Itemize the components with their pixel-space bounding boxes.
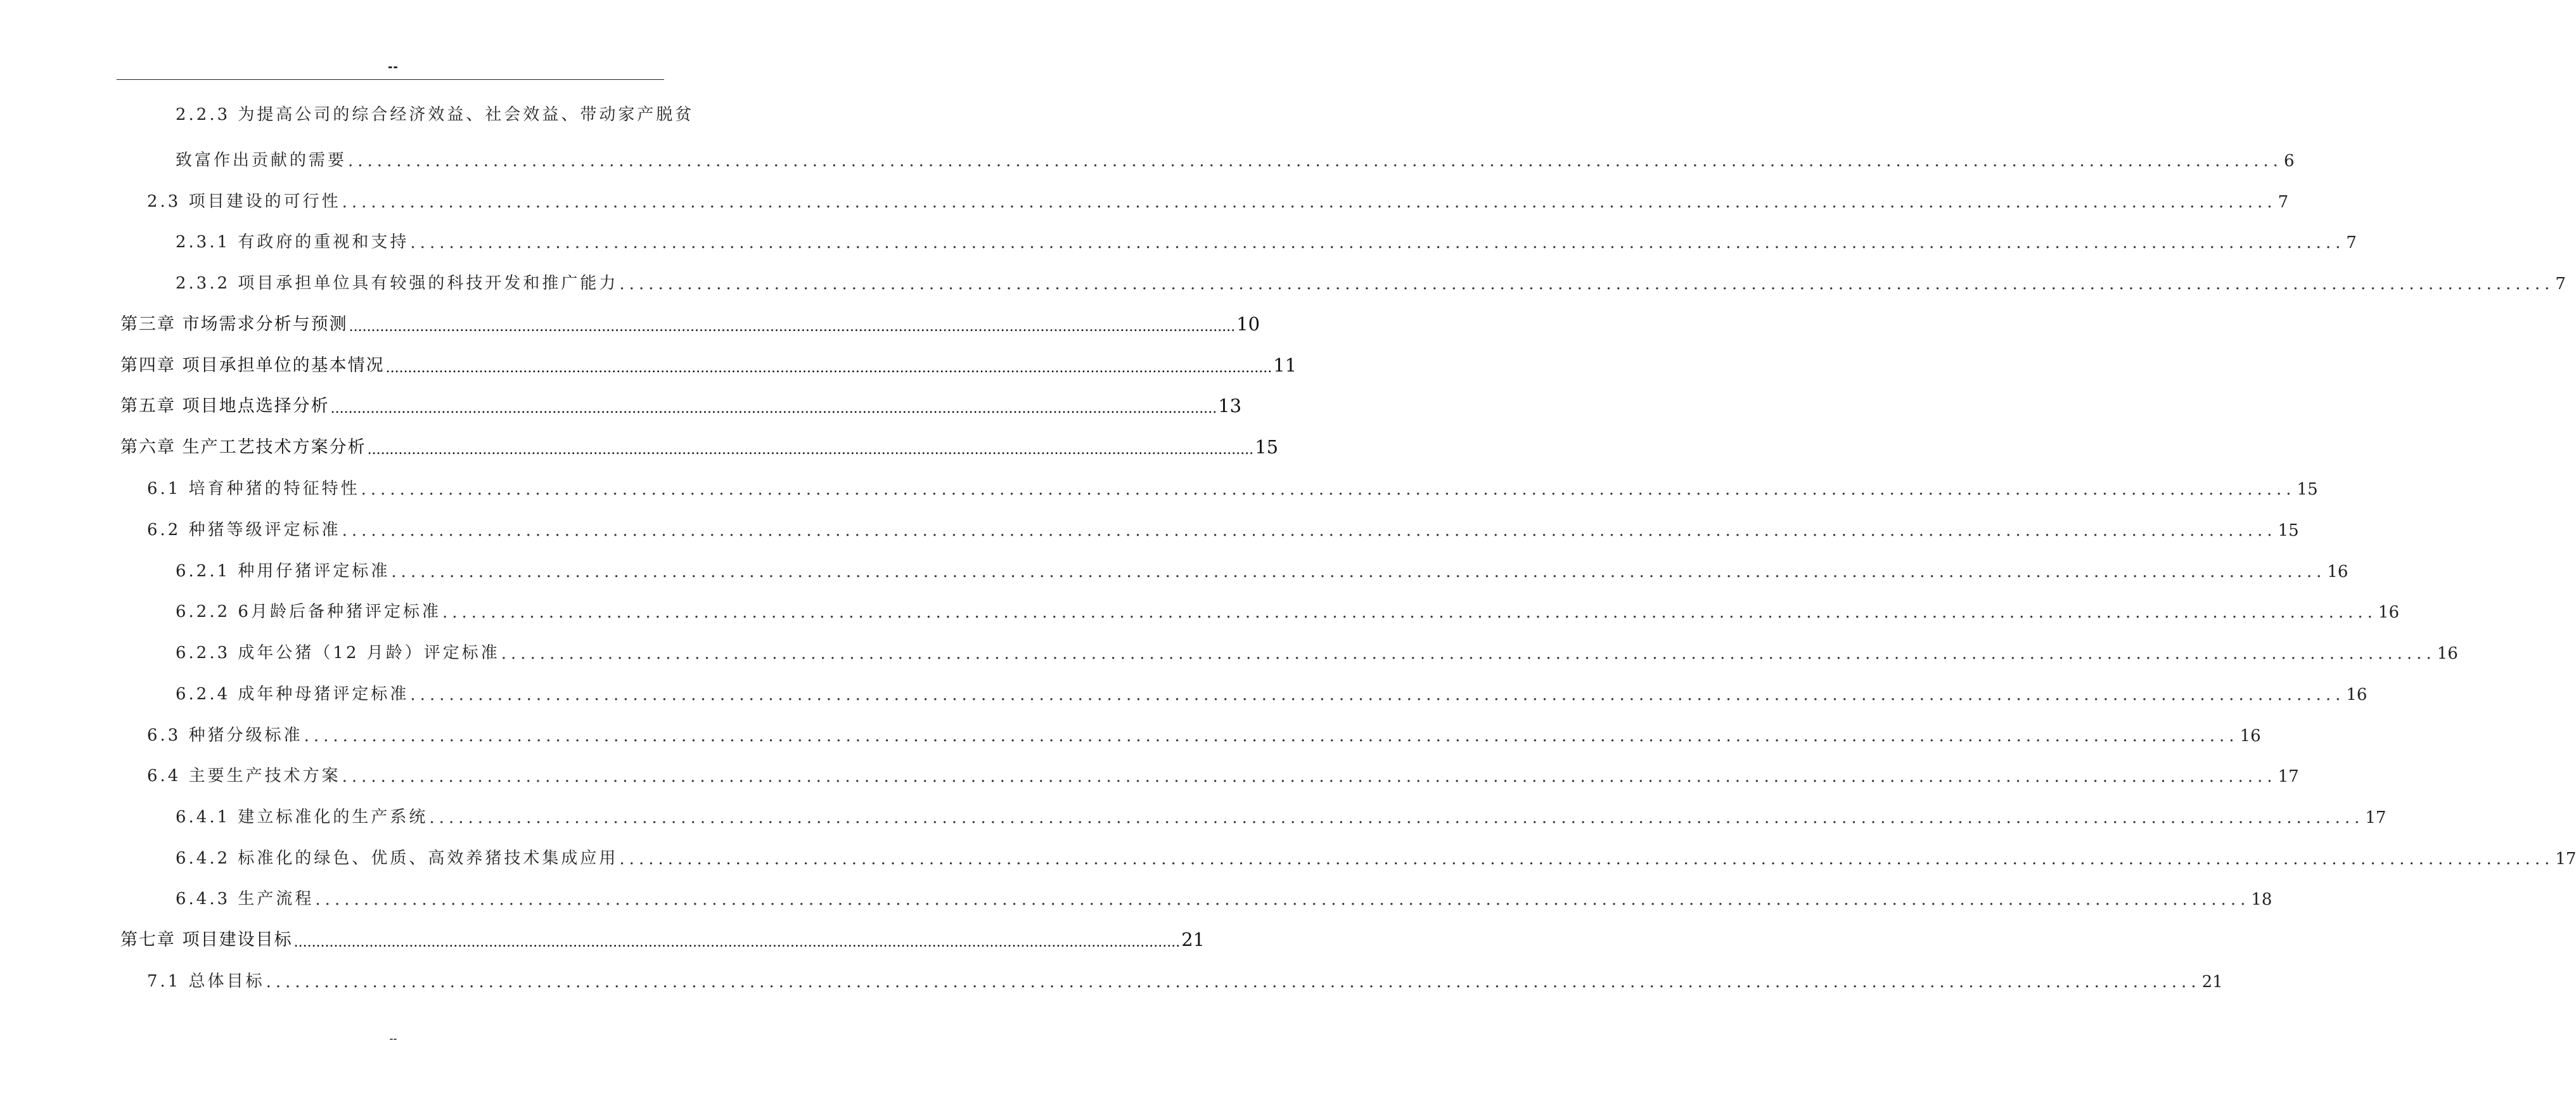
toc-entry[interactable] xyxy=(147,964,2223,992)
toc-leader-dots: ........................................................................................................................................................................................................ xyxy=(361,480,2296,499)
toc-leader-dots: ........................................................................................................................................................................................................ xyxy=(349,319,1236,335)
toc-page-number: 21 xyxy=(2201,973,2223,992)
header-mark: -- xyxy=(388,58,399,74)
toc-entry-text: 致富作出贡献的需要 xyxy=(176,151,347,170)
toc-page-number: 16 xyxy=(2346,685,2368,704)
toc-leader-dots: ........................................................................................................................................................................................................ xyxy=(391,562,2326,581)
toc-leader-dots: ........................................................................................................................................................................................................ xyxy=(293,934,1181,950)
toc-page-number: 15 xyxy=(1255,436,1279,458)
toc-entry-text: 6.3 种猪分级标准 xyxy=(147,726,303,745)
toc-entry-text: 2.3 项目建设的可行性 xyxy=(147,192,341,211)
toc-entry[interactable] xyxy=(176,594,2399,622)
toc-entry[interactable] xyxy=(120,922,1205,950)
toc-page-number: 18 xyxy=(2251,890,2272,909)
toc-entry-text: 6.2.4 成年种母猪评定标准 xyxy=(176,685,409,704)
toc-entry[interactable] xyxy=(120,430,1279,458)
toc-entry[interactable] xyxy=(176,881,2272,909)
toc-page-number: 16 xyxy=(2240,727,2261,746)
toc-page-number: 13 xyxy=(1218,395,1242,417)
toc-entry[interactable] xyxy=(120,307,1260,335)
toc-entry[interactable] xyxy=(176,841,2576,869)
toc-leader-dots: ........................................................................................................................................................................................................ xyxy=(385,360,1272,376)
toc-leader-dots: ........................................................................................................................................................................................................ xyxy=(410,233,2345,252)
toc-entry-text: 6.4 主要生产技术方案 xyxy=(147,766,341,786)
toc-leader-dots: ........................................................................................................................................................................................................ xyxy=(304,727,2239,746)
toc-entry-text: 第三章 市场需求分析与预测 xyxy=(120,314,348,334)
toc-leader-dots: ........................................................................................................................................................................................................ xyxy=(442,603,2377,622)
toc-page-number: 17 xyxy=(2555,850,2576,869)
toc-entry-text: 6.2.3 成年公猪（12 月龄）评定标准 xyxy=(176,643,500,663)
toc-entry[interactable] xyxy=(147,184,2289,212)
toc-entry-text: 2.2.3 为提高公司的综合经济效益、社会效益、带动家产脱贫 xyxy=(176,105,695,124)
toc-page-number: 7 xyxy=(2346,233,2357,252)
toc-page-number: 10 xyxy=(1236,313,1260,335)
toc-leader-dots: ........................................................................................................................................................................................................ xyxy=(501,644,2436,663)
toc-entry-text: 6.4.3 生产流程 xyxy=(176,889,314,908)
toc-entry[interactable] xyxy=(147,471,2318,499)
toc-entry[interactable] xyxy=(147,718,2261,746)
toc-entry[interactable] xyxy=(176,224,2357,252)
toc-page-number: 7 xyxy=(2555,275,2566,294)
toc-leader-dots: ........................................................................................................................................................................................................ xyxy=(429,808,2364,827)
toc-leader-dots: ........................................................................................................................................................................................................ xyxy=(342,521,2277,540)
toc-leader-dots: ........................................................................................................................................................................................................ xyxy=(619,275,2554,294)
toc-entry-text: 6.4.1 建立标准化的生产系统 xyxy=(176,808,428,827)
toc-page-number: 11 xyxy=(1273,354,1297,376)
toc-leader-dots: ........................................................................................................................................................................................................ xyxy=(266,973,2201,992)
toc-entry-text: 6.2 种猪等级评定标准 xyxy=(147,520,341,540)
toc-page-number: 16 xyxy=(2378,603,2399,622)
toc-leader-dots: ........................................................................................................................................................................................................ xyxy=(342,767,2277,786)
toc-leader-dots: ........................................................................................................................................................................................................ xyxy=(348,152,2283,171)
toc-entry[interactable] xyxy=(147,512,2299,540)
toc-entry[interactable] xyxy=(120,348,1297,376)
toc-entry[interactable] xyxy=(176,799,2387,827)
toc-leader-dots: ........................................................................................................................................................................................................ xyxy=(342,193,2277,212)
toc-page-number: 21 xyxy=(1181,929,1205,950)
toc-leader-dots: ........................................................................................................................................................................................................ xyxy=(315,890,2250,909)
toc-page-number: 16 xyxy=(2437,644,2458,663)
toc-entry[interactable] xyxy=(176,553,2349,581)
toc-page-number: 16 xyxy=(2327,562,2349,581)
toc-entry-text: 6.2.1 种用仔猪评定标准 xyxy=(176,562,390,581)
toc-entry-text: 6.2.2 6月龄后备种猪评定标准 xyxy=(176,602,441,621)
toc-entry-text: 第六章 生产工艺技术方案分析 xyxy=(120,437,366,457)
toc-entry[interactable] xyxy=(147,758,2299,786)
footer-mark: -- xyxy=(389,1032,397,1045)
toc-leader-dots: ........................................................................................................................................................................................................ xyxy=(330,401,1217,417)
toc-entry-text: 6.4.2 标准化的绿色、优质、高效养猪技术集成应用 xyxy=(176,849,618,868)
toc-page-number: 17 xyxy=(2365,808,2387,827)
toc-leader-dots: ........................................................................................................................................................................................................ xyxy=(410,685,2345,704)
toc-entry-text: 7.1 总体目标 xyxy=(147,972,265,991)
toc-entry[interactable] xyxy=(176,676,2368,704)
header-rule xyxy=(117,79,664,80)
toc-leader-dots: ........................................................................................................................................................................................................ xyxy=(367,442,1254,458)
toc-page-number: 6 xyxy=(2283,152,2295,171)
toc-entry[interactable] xyxy=(176,143,2295,171)
toc-entry-text: 第四章 项目承担单位的基本情况 xyxy=(120,356,385,375)
toc-entry-wrap-line xyxy=(176,101,694,129)
toc-entry[interactable] xyxy=(176,266,2566,294)
toc-page-number: 17 xyxy=(2278,767,2299,786)
toc-page-number: 15 xyxy=(2297,480,2318,499)
toc-entry-text: 2.3.2 项目承担单位具有较强的科技开发和推广能力 xyxy=(176,274,618,293)
toc-page-number: 15 xyxy=(2278,521,2299,540)
toc-entry[interactable] xyxy=(120,389,1242,417)
toc-leader-dots: ........................................................................................................................................................................................................ xyxy=(619,850,2554,869)
toc-entry-text: 第七章 项目建设目标 xyxy=(120,930,293,950)
toc-entry-text: 第五章 项目地点选择分析 xyxy=(120,396,330,416)
toc-entry-text: 6.1 培育种猪的特征特性 xyxy=(147,479,360,498)
toc-entry[interactable] xyxy=(176,635,2458,663)
toc-entry-text: 2.3.1 有政府的重视和支持 xyxy=(176,233,409,252)
toc-page-number: 7 xyxy=(2278,193,2289,212)
